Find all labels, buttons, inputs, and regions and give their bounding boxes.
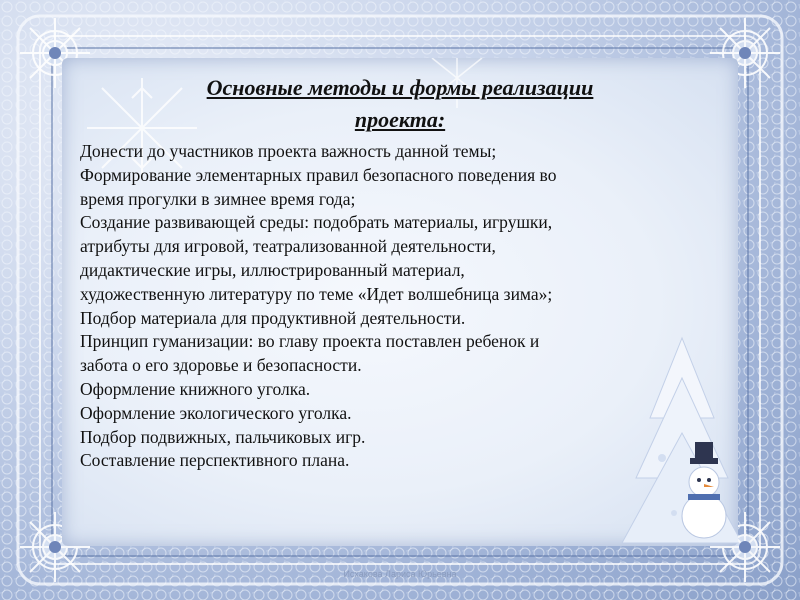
list-item: дидактические игры, иллюстрированный материал, [80, 259, 465, 280]
slide-title [90, 72, 710, 136]
list-item: Подбор подвижных, пальчиковых игр. [80, 426, 366, 447]
list-item: атрибуты для игровой, театрализованной деятельности, [80, 236, 496, 257]
list-item: забота о его здоровье и безопасности. [80, 355, 362, 376]
list-item: Оформление экологического уголка. [80, 402, 352, 423]
slide-title-line2: проекта: [354, 107, 446, 132]
list-item: Принцип гуманизации: во главу проекта поставлен ребенок и [80, 331, 540, 352]
list-item: Подбор материала для продуктивной деятельности. [80, 307, 466, 328]
list-item: Оформление книжного уголка. [80, 378, 311, 399]
list-item: Создание развивающей среды: подобрать материалы, игрушки, [80, 212, 553, 233]
author-footer: Исхакова Лариса Юрьевна [343, 569, 457, 579]
list-item: Составление перспективного плана. [80, 450, 350, 471]
slide-title-line1: Основные методы и формы реализации [206, 75, 594, 100]
list-item: Формирование элементарных правил безопасного поведения во [80, 164, 557, 185]
methods-list [80, 140, 700, 473]
list-item: время прогулки в зимнее время года; [80, 188, 356, 209]
list-item: художественную литературу по теме «Идет волшебница зима»; [80, 283, 553, 304]
list-item: Донести до участников проекта важность данной темы; [80, 141, 497, 161]
